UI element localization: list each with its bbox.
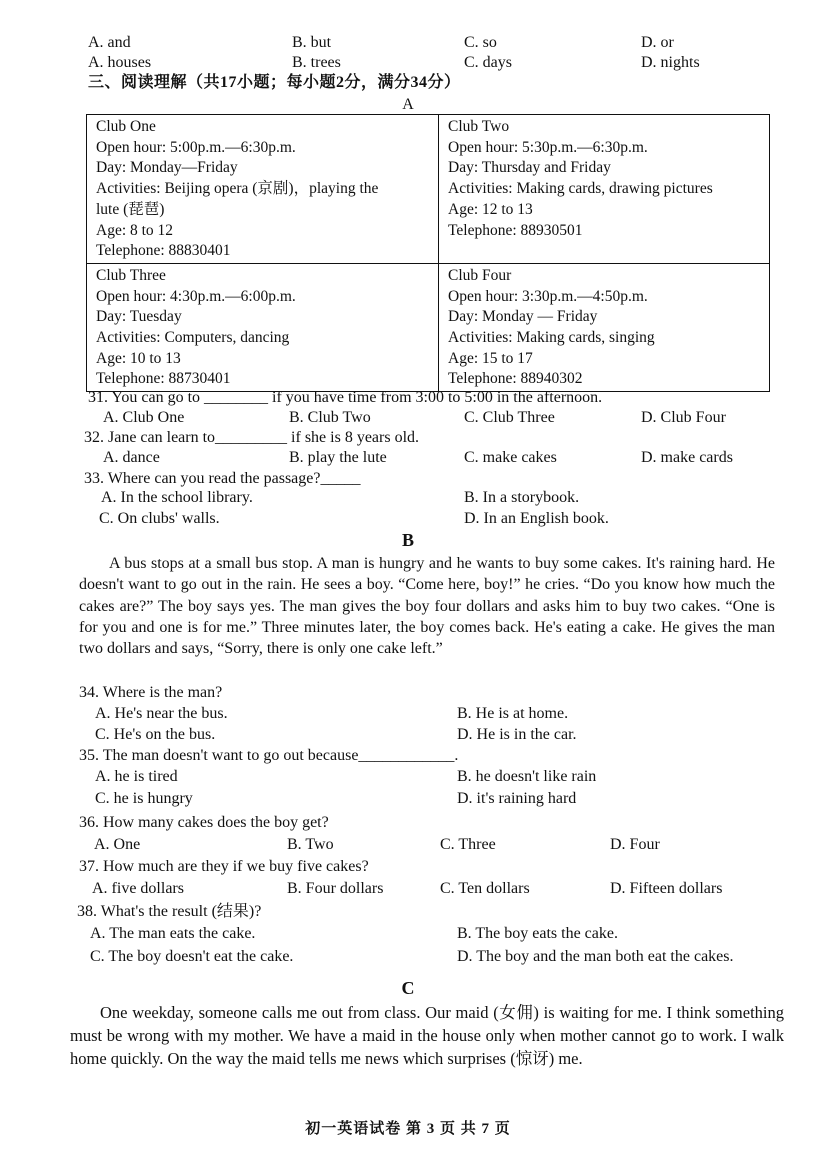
q32-stem: 32. Jane can learn to_________ if she is 8 years old. <box>84 429 420 446</box>
question-35-options-2 <box>0 788 816 810</box>
q33-a: A. In the school library. <box>101 489 253 506</box>
q36-c: C. Three <box>440 836 496 853</box>
club-name: Club One <box>96 118 156 135</box>
passage-b-text: A bus stops at a small bus stop. A man is hungry and he wants to buy some cakes. It's raining hard. He doesn't want to go out in the rain. He sees a boy. “Come here, boy!” he cries. “Do you know how much the cakes are?” The boy says yes. The man gives the boy four dollars and asks him to buy two cakes. “One is for you and one is for me.” Three minutes later, the boy comes back. He's eating a cake. He gives the man two dollars and says, “Sorry, there is only one cake left.” <box>79 555 775 658</box>
question-33-options-2 <box>0 508 816 530</box>
q37-d: D. Fifteen dollars <box>610 880 723 897</box>
club-age: Age: 8 to 12 <box>96 221 174 239</box>
club-activities-cont: lute (琵琶) <box>96 200 165 218</box>
club-name: Club Two <box>448 118 510 135</box>
q34-b: B. He is at home. <box>457 705 569 722</box>
question-36 <box>0 812 816 834</box>
question-34-options-1 <box>0 703 816 725</box>
club-age: Age: 15 to 17 <box>448 349 533 367</box>
q37-c: C. Ten dollars <box>440 880 530 897</box>
q32-c: C. make cakes <box>464 449 557 466</box>
q35-d: D. it's raining hard <box>457 790 577 807</box>
question-32 <box>0 427 816 449</box>
q34-d: D. He is in the car. <box>457 726 577 743</box>
question-32-options <box>0 447 816 469</box>
q35-c: C. he is hungry <box>95 790 193 807</box>
club-name: Club Three <box>96 266 166 284</box>
q38-a: A. The man eats the cake. <box>90 925 256 942</box>
question-34 <box>0 682 816 704</box>
q30-b: B. trees <box>292 54 341 71</box>
q29-c: C. so <box>464 34 497 51</box>
club-one-cell <box>87 115 439 264</box>
question-33-options-1 <box>0 487 816 509</box>
question-36-options <box>0 834 816 856</box>
passage-c <box>70 1001 784 1070</box>
q34-c: C. He's on the bus. <box>95 726 216 743</box>
q35-b: B. he doesn't like rain <box>457 768 597 785</box>
q32-b: B. play the lute <box>289 449 387 466</box>
question-35-options-1 <box>0 766 816 788</box>
q35-stem: 35. The man doesn't want to go out because____________. <box>79 747 459 764</box>
q36-d: D. Four <box>610 836 660 853</box>
question-30 <box>0 52 816 74</box>
club-activities: Activities: Making cards, singing <box>448 329 655 347</box>
q36-stem: 36. How many cakes does the boy get? <box>79 814 329 831</box>
q31-c: C. Club Three <box>464 409 555 426</box>
q31-stem: 31. You can go to ________ if you have time from 3:00 to 5:00 in the afternoon. <box>88 389 603 406</box>
club-activities: Activities: Beijing opera (京剧)，playing the <box>96 180 379 198</box>
q30-c: C. days <box>464 54 512 71</box>
club-activities: Activities: Computers, dancing <box>96 329 290 347</box>
club-open-hour: Open hour: 3:30p.m.—4:50p.m. <box>448 287 648 305</box>
question-31 <box>0 387 816 409</box>
club-table <box>86 114 770 392</box>
q36-b: B. Two <box>287 836 334 853</box>
q33-stem: 33. Where can you read the passage?_____ <box>84 470 361 487</box>
question-35 <box>0 745 816 767</box>
question-38-options-2 <box>0 946 816 968</box>
club-activities: Activities: Making cards, drawing pictures <box>448 180 713 198</box>
club-four-cell <box>439 263 770 391</box>
club-day: Day: Tuesday <box>96 308 182 326</box>
q33-d: D. In an English book. <box>464 510 609 527</box>
club-name: Club Four <box>448 266 512 284</box>
question-38-options-1 <box>0 923 816 945</box>
q31-a: A. Club One <box>103 409 185 426</box>
q30-d: D. nights <box>641 54 700 71</box>
q36-a: A. One <box>94 836 141 853</box>
club-open-hour: Open hour: 5:30p.m.—6:30p.m. <box>448 138 648 156</box>
q37-b: B. Four dollars <box>287 880 384 897</box>
club-three-cell <box>87 263 439 391</box>
q35-a: A. he is tired <box>95 768 178 785</box>
passage-c-label: C <box>401 978 415 998</box>
page-footer: 初一英语试卷 第 3 页 共 7 页 <box>305 1121 511 1137</box>
q29-d: D. or <box>641 34 674 51</box>
club-day: Day: Monday—Friday <box>96 159 238 177</box>
club-telephone: Telephone: 88730401 <box>96 370 231 388</box>
q31-b: B. Club Two <box>289 409 371 426</box>
question-34-options-2 <box>0 724 816 746</box>
q37-stem: 37. How much are they if we buy five cakes? <box>79 858 369 875</box>
q33-b: B. In a storybook. <box>464 489 580 506</box>
club-telephone: Telephone: 88930501 <box>448 221 583 239</box>
club-telephone: Telephone: 88830401 <box>96 242 231 260</box>
question-31-options <box>0 407 816 429</box>
club-day: Day: Monday — Friday <box>448 308 598 326</box>
q32-d: D. make cards <box>641 449 733 466</box>
club-open-hour: Open hour: 4:30p.m.—6:00p.m. <box>96 287 296 305</box>
q33-c: C. On clubs' walls. <box>99 510 220 527</box>
q38-d: D. The boy and the man both eat the cakes. <box>457 948 734 965</box>
question-37 <box>0 856 816 878</box>
club-telephone: Telephone: 88940302 <box>448 370 583 388</box>
passage-c-text: One weekday, someone calls me out from class. Our maid (女佣) is waiting for me. I think something must be wrong with my mother. We have a maid in the house only when mother cannot go to work. I walk home quickly. On the way the maid tells me news which surprises (惊讶) me. <box>70 1003 784 1068</box>
q31-d: D. Club Four <box>641 409 726 426</box>
q34-stem: 34. Where is the man? <box>79 684 223 701</box>
q29-b: B. but <box>292 34 332 51</box>
club-two-cell <box>439 115 770 264</box>
section-3-title: 三、阅读理解（共17小题；每小题2分，满分34分） <box>88 74 461 91</box>
club-age: Age: 12 to 13 <box>448 200 533 218</box>
passage-b-label: B <box>401 530 414 550</box>
q38-c: C. The boy doesn't eat the cake. <box>90 948 294 965</box>
q38-stem: 38. What's the result (结果)? <box>77 903 262 920</box>
q32-a: A. dance <box>103 449 160 466</box>
club-day: Day: Thursday and Friday <box>448 159 611 177</box>
passage-a-label: A <box>402 96 414 113</box>
q30-a: A. houses <box>88 54 152 71</box>
question-37-options <box>0 878 816 900</box>
question-38 <box>0 901 816 923</box>
q38-b: B. The boy eats the cake. <box>457 925 618 942</box>
q34-a: A. He's near the bus. <box>95 705 228 722</box>
club-age: Age: 10 to 13 <box>96 349 181 367</box>
q29-a: A. and <box>88 34 131 51</box>
passage-b <box>79 553 775 659</box>
club-open-hour: Open hour: 5:00p.m.—6:30p.m. <box>96 138 296 156</box>
q37-a: A. five dollars <box>92 880 184 897</box>
question-29 <box>0 32 816 54</box>
